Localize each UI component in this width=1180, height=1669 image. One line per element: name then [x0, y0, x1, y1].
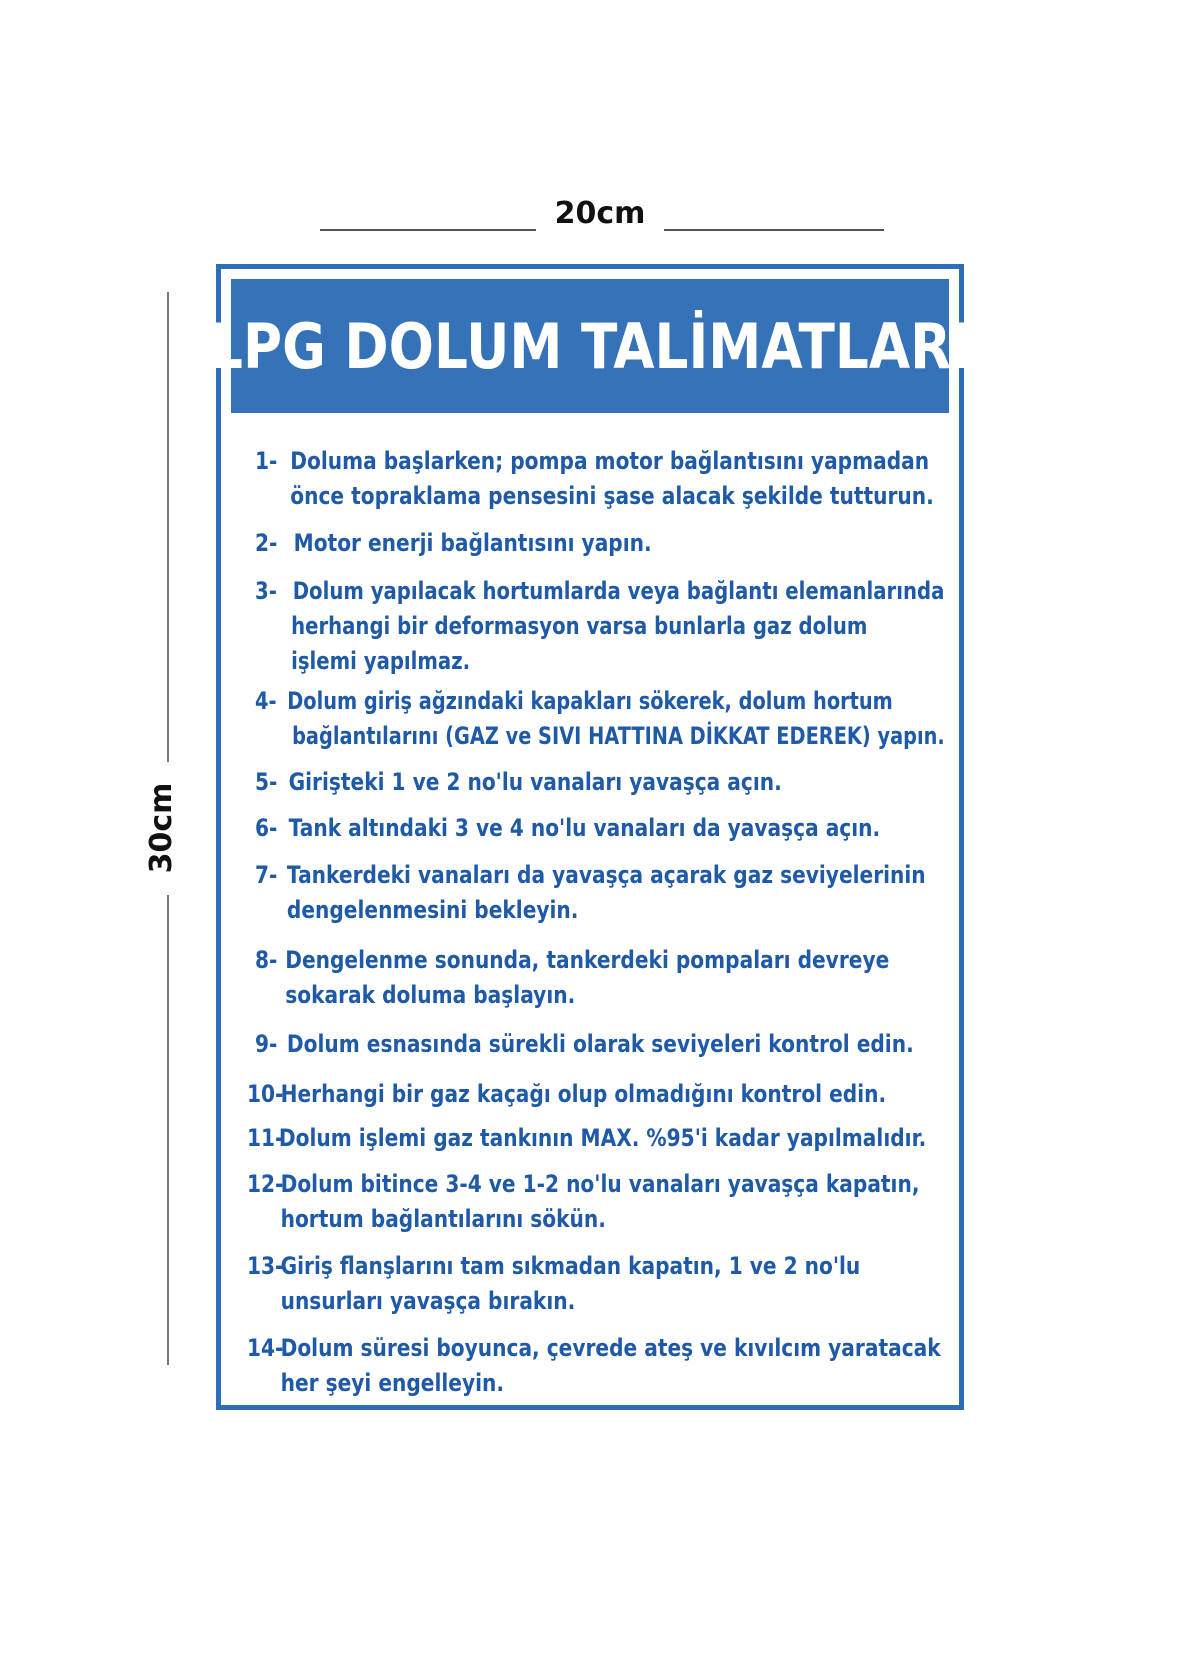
item-number: 10- — [247, 1080, 284, 1108]
item-line: işlemi yapılmaz. — [291, 647, 471, 675]
instruction-item-14 — [247, 1331, 941, 1401]
item-number: 12- — [247, 1170, 284, 1198]
item-line: önce topraklama pensesini şase alacak şekilde tutturun. — [290, 482, 934, 510]
item-line: Doluma başlarken; pompa motor bağlantısını yapmadan — [290, 447, 930, 475]
item-line: Dolum esnasında sürekli olarak seviyeleri kontrol edin. — [286, 1030, 914, 1058]
item-line: Dolum süresi boyunca, çevrede ateş ve kıvılcım yaratacak — [280, 1334, 941, 1362]
height-dimension-line-top — [167, 292, 169, 762]
item-line: Tank altındaki 3 ve 4 no'lu vanaları da yavaşça açın. — [288, 814, 881, 842]
item-line: unsurları yavaşça bırakın. — [280, 1287, 576, 1315]
instruction-item-5 — [255, 765, 782, 800]
item-number: 1- — [255, 447, 278, 475]
sign-header — [209, 279, 971, 413]
item-number: 6- — [255, 814, 278, 842]
instruction-item-1 — [255, 444, 934, 514]
item-line: Dolum bitince 3-4 ve 1-2 no'lu vanaları yavaşça kapatın, — [280, 1170, 920, 1198]
item-line: Dolum yapılacak hortumlarda veya bağlantı elemanlarında — [292, 577, 945, 605]
item-line: her şeyi engelleyin. — [280, 1369, 505, 1397]
item-number: 8- — [255, 946, 278, 974]
item-line: herhangi bir deformasyon varsa bunlarla gaz dolum — [291, 612, 868, 640]
instruction-item-4 — [255, 684, 945, 754]
instruction-item-6 — [255, 811, 880, 846]
width-dimension-line-right — [664, 229, 884, 231]
instruction-item-7 — [255, 858, 926, 928]
instruction-item-2 — [255, 526, 652, 561]
item-line: dengelenmesini bekleyin. — [286, 896, 579, 924]
item-number: 5- — [255, 768, 278, 796]
instruction-item-12 — [247, 1167, 919, 1237]
item-number: 9- — [255, 1030, 278, 1058]
item-number: 3- — [255, 577, 277, 605]
item-line: Herhangi bir gaz kaçağı olup olmadığını kontrol edin. — [280, 1080, 887, 1108]
item-line: Giriş flanşlarını tam sıkmadan kapatın, 1 ve 2 no'lu — [280, 1252, 861, 1280]
item-line: Dolum giriş ağzındaki kapakları sökerek, dolum hortum — [287, 687, 893, 715]
height-dimension-line-bottom — [167, 895, 169, 1365]
item-line: Girişteki 1 ve 2 no'lu vanaları yavaşça açın. — [288, 768, 782, 796]
item-number: 4- — [255, 687, 277, 715]
item-line: sokarak doluma başlayın. — [285, 981, 576, 1009]
item-number: 7- — [255, 861, 278, 889]
instruction-item-13 — [247, 1249, 860, 1319]
item-number: 13- — [247, 1252, 284, 1280]
item-number: 14- — [247, 1334, 284, 1362]
instruction-item-11 — [247, 1121, 926, 1156]
instruction-item-3 — [255, 574, 944, 679]
instruction-sign — [209, 264, 971, 1410]
instruction-item-10 — [247, 1077, 886, 1112]
item-number: 11- — [247, 1124, 284, 1152]
instruction-item-9 — [255, 1027, 914, 1062]
sign-title: LPG DOLUM TALİMATLARI — [209, 309, 971, 383]
instruction-item-8 — [255, 943, 889, 1013]
width-dimension-label: 20cm — [554, 196, 646, 231]
item-line: Motor enerji bağlantısını yapın. — [293, 529, 652, 557]
item-line: Dengelenme sonunda, tankerdeki pompaları devreye — [285, 946, 890, 974]
item-line: Dolum işlemi gaz tankının MAX. %95'i kadar yapılmalıdır. — [278, 1124, 927, 1152]
item-line: hortum bağlantılarını sökün. — [280, 1205, 606, 1233]
item-number: 2- — [255, 529, 278, 557]
item-line: Tankerdeki vanaları da yavaşça açarak gaz seviyelerinin — [286, 861, 926, 889]
item-line: bağlantılarını (GAZ ve SIVI HATTINA DİKKAT EDEREK) yapın. — [292, 722, 945, 750]
width-dimension-line-left — [320, 229, 536, 231]
height-dimension-label: 30cm — [144, 782, 179, 874]
